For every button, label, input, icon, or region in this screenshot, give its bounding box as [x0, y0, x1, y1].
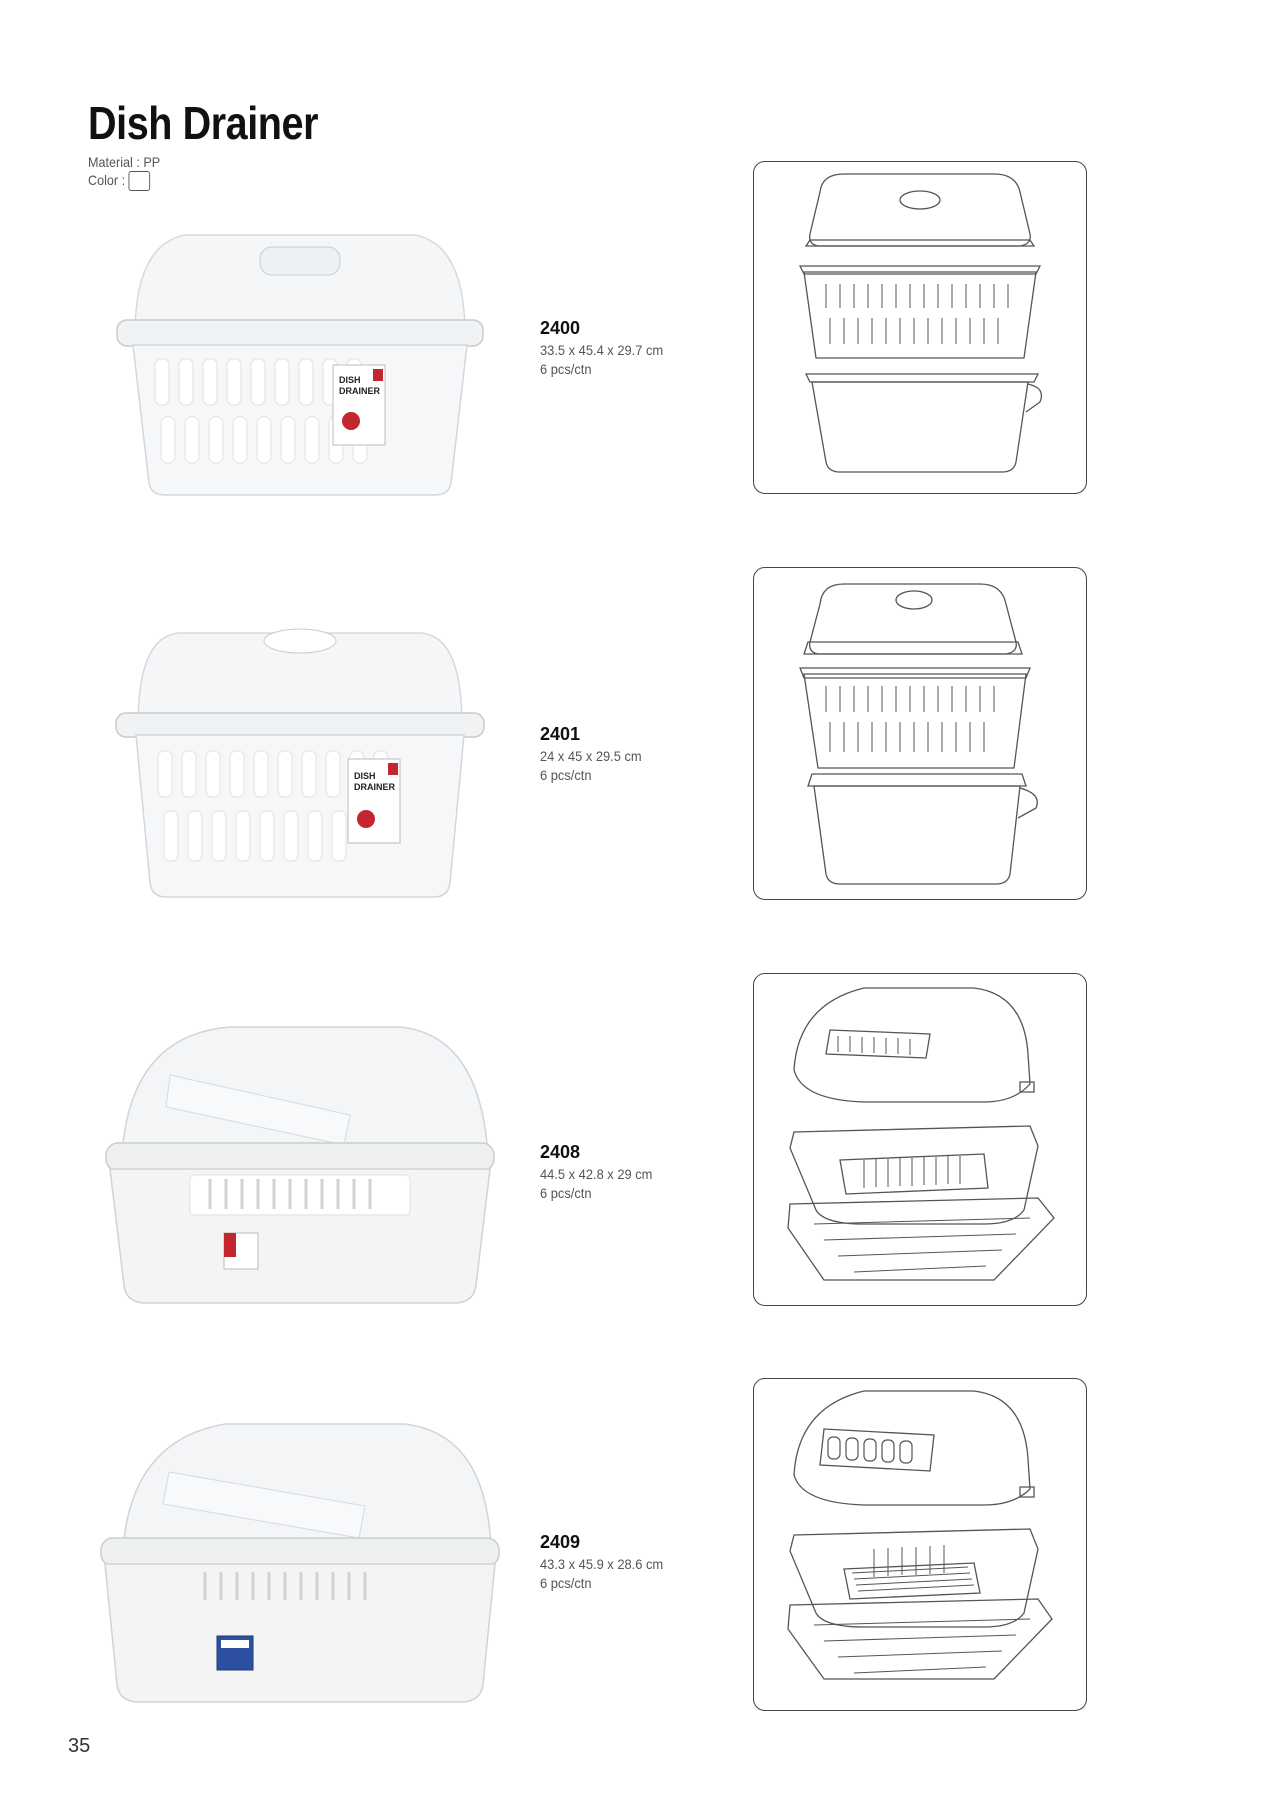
product-packing: 6 pcs/ctn: [540, 1575, 592, 1591]
product-photo-2409: [95, 1410, 505, 1710]
exploded-diagram-2401: [753, 567, 1087, 900]
product-packing: 6 pcs/ctn: [540, 361, 592, 377]
product-code: 2409: [540, 1532, 581, 1552]
product-code: 2408: [540, 1142, 581, 1162]
packaging-label-name: DRAINER: [354, 782, 396, 792]
white-color-swatch: [129, 171, 151, 191]
product-dimensions: 44.5 x 42.8 x 29 cm: [540, 1166, 653, 1182]
spec-2408: [540, 1142, 662, 1203]
packaging-label-brand: DISH: [339, 375, 361, 385]
color-row: [88, 171, 160, 191]
spec-2409: [540, 1532, 674, 1593]
page-number: 35: [68, 1735, 91, 1757]
product-code: 2401: [540, 724, 581, 744]
product-code: 2400: [540, 318, 581, 338]
packaging-label-brand: DISH: [354, 771, 376, 781]
spec-2401: [540, 724, 651, 785]
product-dimensions: 24 x 45 x 29.5 cm: [540, 748, 642, 764]
page-title: Dish Drainer: [88, 97, 319, 149]
exploded-diagram-2400: [753, 161, 1087, 494]
product-photo-2400: [105, 225, 495, 505]
exploded-diagram-2409: [753, 1378, 1087, 1711]
product-meta: [88, 153, 160, 191]
material-label: Material : PP: [88, 154, 161, 170]
product-photo-2408: [100, 1015, 500, 1315]
product-dimensions: 43.3 x 45.9 x 28.6 cm: [540, 1556, 664, 1572]
exploded-diagram-2408: [753, 973, 1087, 1306]
product-packing: 6 pcs/ctn: [540, 767, 592, 783]
color-label: Color :: [88, 172, 126, 188]
spec-2400: [540, 318, 674, 379]
packaging-label-name: DRAINER: [339, 386, 381, 396]
product-dimensions: 33.5 x 45.4 x 29.7 cm: [540, 342, 664, 358]
product-packing: 6 pcs/ctn: [540, 1185, 592, 1201]
product-photo-2401: [110, 625, 490, 905]
